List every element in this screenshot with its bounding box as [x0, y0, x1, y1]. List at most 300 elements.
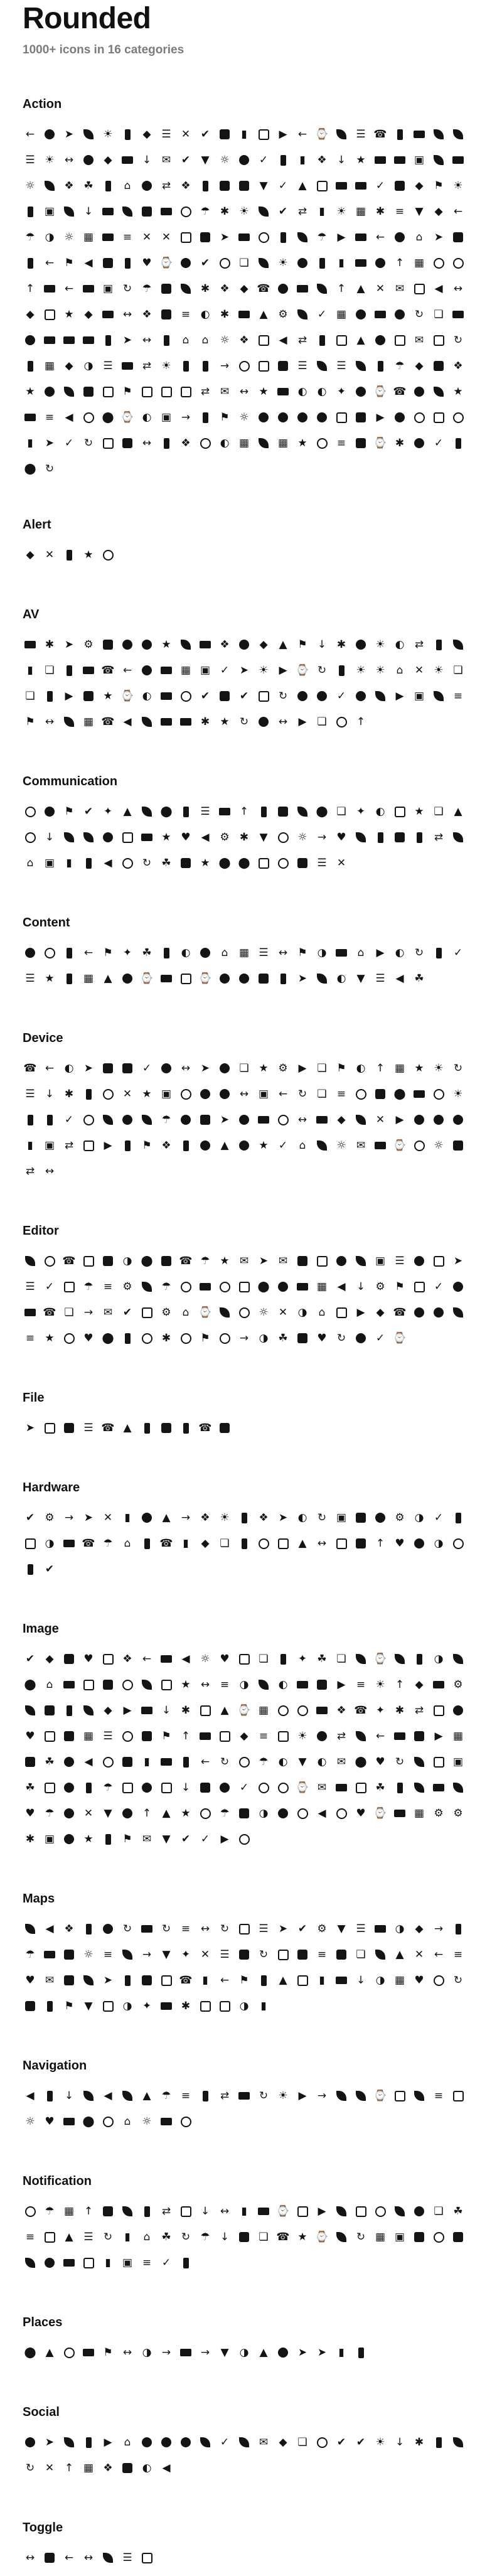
device-icon-9[interactable]: ↔	[181, 1062, 191, 1075]
action-icon-78[interactable]	[178, 204, 193, 219]
image-icon-117[interactable]	[42, 1780, 57, 1795]
device-icon-15[interactable]: ▶	[298, 1062, 307, 1075]
action-icon-249[interactable]: ⌚	[373, 385, 387, 398]
av-icon-61[interactable]	[295, 689, 310, 704]
action-icon-34[interactable]: ☼	[220, 154, 230, 166]
av-icon-63[interactable]: ✓	[336, 690, 346, 702]
notification-icon-12[interactable]: ▮	[241, 2205, 247, 2218]
content-icon-23[interactable]: ✓	[453, 947, 463, 959]
image-icon-122[interactable]	[139, 1780, 154, 1795]
hardware-icon-48[interactable]: ✔	[45, 1563, 55, 1575]
toggle-icon-2[interactable]	[42, 2550, 57, 2565]
communication-icon-31[interactable]: ★	[161, 831, 171, 844]
device-icon-21[interactable]: ★	[414, 1062, 424, 1075]
action-icon-253[interactable]: ★	[453, 385, 463, 398]
notification-icon-3[interactable]: ▦	[63, 2205, 75, 2218]
content-icon-19[interactable]: ▶	[376, 947, 385, 959]
av-icon-35[interactable]: ➤	[239, 664, 249, 677]
device-icon-57[interactable]: ➤	[220, 1114, 230, 1126]
action-icon-294[interactable]	[353, 436, 368, 451]
editor-icon-3[interactable]: ☎	[62, 1255, 76, 1267]
device-icon-90[interactable]	[412, 1138, 427, 1153]
notification-icon-55[interactable]	[178, 2255, 193, 2270]
notification-icon-47[interactable]	[23, 2255, 38, 2270]
editor-icon-69[interactable]	[451, 1305, 466, 1320]
image-icon-20[interactable]	[392, 1651, 407, 1666]
av-icon-85[interactable]: ❏	[317, 716, 327, 728]
content-icon-33[interactable]: ⌚	[198, 972, 212, 985]
action-icon-162[interactable]: ◆	[26, 308, 35, 321]
file-icon-3[interactable]	[61, 1420, 77, 1436]
content-icon-41[interactable]: ▼	[356, 972, 365, 985]
av-icon-54[interactable]	[159, 689, 174, 704]
image-icon-38[interactable]	[295, 1677, 310, 1692]
action-icon-139[interactable]: ↑	[25, 282, 35, 295]
notification-icon-13[interactable]	[256, 2204, 271, 2219]
action-icon-231[interactable]: ★	[25, 385, 35, 398]
device-icon-45[interactable]	[431, 1087, 446, 1102]
notification-icon-42[interactable]: ▦	[375, 2231, 386, 2243]
image-icon-171[interactable]: ✓	[200, 1833, 210, 1845]
maps-icon-2[interactable]: ◀	[45, 1923, 54, 1935]
image-icon-166[interactable]	[100, 1832, 115, 1847]
device-icon-13[interactable]: ★	[259, 1062, 269, 1075]
action-icon-88[interactable]: ✱	[375, 205, 385, 218]
image-icon-123[interactable]	[159, 1780, 174, 1795]
av-icon-14[interactable]: ▲	[279, 638, 287, 651]
image-icon-2[interactable]: ◆	[45, 1653, 54, 1665]
action-icon-301[interactable]: ↻	[45, 463, 55, 475]
notification-icon-10[interactable]: ↓	[200, 2205, 210, 2218]
content-icon-3[interactable]	[61, 945, 77, 960]
image-icon-95[interactable]	[61, 1754, 77, 1769]
editor-icon-82[interactable]: ◑	[259, 1332, 269, 1344]
social-icon-20[interactable]: ↓	[395, 2436, 405, 2449]
editor-icon-46[interactable]	[451, 1279, 466, 1294]
social-icon-26[interactable]: ↑	[64, 2462, 74, 2474]
communication-icon-52[interactable]	[120, 856, 135, 871]
maps-icon-77[interactable]	[159, 1999, 174, 2014]
image-icon-87[interactable]	[353, 1729, 368, 1744]
image-icon-127[interactable]: ✓	[239, 1781, 249, 1794]
av-icon-45[interactable]: ☀	[434, 664, 444, 677]
editor-icon-5[interactable]	[100, 1253, 115, 1269]
action-icon-190[interactable]: ➤	[122, 334, 132, 346]
action-icon-159[interactable]	[412, 281, 427, 296]
image-icon-48[interactable]	[42, 1703, 57, 1718]
notification-icon-22[interactable]: ❏	[434, 2205, 444, 2218]
action-icon-225[interactable]	[353, 358, 368, 373]
navigation-icon-10[interactable]	[198, 2088, 213, 2103]
communication-icon-27[interactable]	[81, 830, 96, 845]
navigation-icon-16[interactable]: →	[317, 2090, 327, 2102]
image-icon-103[interactable]: ↻	[220, 1756, 230, 1768]
maps-icon-23[interactable]	[451, 1921, 466, 1936]
action-icon-52[interactable]: ⌂	[124, 180, 131, 192]
maps-icon-40[interactable]	[334, 1947, 349, 1962]
device-icon-81[interactable]	[237, 1138, 252, 1153]
maps-icon-29[interactable]	[120, 1947, 135, 1962]
device-icon-47[interactable]	[23, 1112, 38, 1127]
image-icon-33[interactable]: ↔	[200, 1678, 210, 1691]
communication-icon-5[interactable]: ✦	[103, 805, 113, 818]
editor-icon-62[interactable]: ⌂	[318, 1306, 326, 1319]
notification-icon-26[interactable]: ▲	[65, 2231, 73, 2243]
action-icon-144[interactable]: ↻	[122, 282, 132, 295]
social-icon-3[interactable]	[61, 2435, 77, 2450]
image-icon-32[interactable]: ★	[181, 1678, 191, 1691]
social-icon-2[interactable]: ➤	[45, 2436, 55, 2449]
editor-icon-74[interactable]: ⬤	[102, 1332, 114, 1344]
action-icon-287[interactable]: ◐	[220, 437, 230, 449]
navigation-icon-15[interactable]: ▶	[298, 2090, 307, 2102]
maps-icon-28[interactable]: ≡	[103, 1948, 113, 1961]
editor-icon-20[interactable]: ☰	[395, 1255, 405, 1267]
image-icon-8[interactable]	[159, 1651, 174, 1666]
action-icon-251[interactable]	[412, 384, 427, 399]
image-icon-148[interactable]	[198, 1806, 213, 1821]
action-icon-166[interactable]	[100, 307, 115, 322]
device-icon-82[interactable]: ★	[259, 1139, 269, 1152]
maps-icon-41[interactable]: ❏	[356, 1948, 366, 1961]
av-icon-46[interactable]: ❏	[453, 664, 463, 677]
hardware-icon-30[interactable]	[139, 1536, 154, 1551]
av-icon-22[interactable]	[431, 637, 446, 652]
social-icon-15[interactable]: ❏	[297, 2436, 307, 2449]
content-icon-26[interactable]	[61, 971, 77, 986]
action-icon-110[interactable]	[353, 230, 368, 245]
av-icon-76[interactable]	[139, 714, 154, 729]
action-icon-81[interactable]: ☀	[239, 205, 249, 218]
action-icon-87[interactable]: ▦	[355, 205, 366, 218]
action-icon-99[interactable]: ✕	[142, 231, 152, 244]
editor-icon-43[interactable]: ⚑	[395, 1280, 405, 1293]
hardware-icon-47[interactable]	[23, 1562, 38, 1577]
editor-icon-49[interactable]: ❏	[64, 1306, 74, 1319]
maps-icon-68[interactable]	[431, 1973, 446, 1988]
places-icon-15[interactable]: ➤	[297, 2346, 307, 2359]
action-icon-283[interactable]: ↔	[142, 437, 152, 449]
action-icon-50[interactable]: ☘	[83, 180, 93, 192]
action-icon-238[interactable]	[159, 384, 174, 399]
av-icon-68[interactable]	[431, 689, 446, 704]
image-icon-23[interactable]	[451, 1651, 466, 1666]
action-icon-180[interactable]	[373, 307, 388, 322]
places-icon-9[interactable]	[178, 2345, 193, 2360]
communication-icon-57[interactable]: ⬤	[218, 857, 231, 869]
communication-icon-2[interactable]	[42, 804, 57, 819]
hardware-icon-27[interactable]: ☎	[82, 1537, 95, 1550]
editor-icon-45[interactable]: ✓	[434, 1280, 444, 1293]
device-icon-40[interactable]: ≡	[336, 1088, 346, 1100]
content-icon-37[interactable]	[275, 971, 291, 986]
image-icon-104[interactable]	[237, 1754, 252, 1769]
notification-icon-33[interactable]: ☂	[200, 2231, 210, 2243]
av-icon-58[interactable]: ✔	[239, 690, 249, 702]
action-icon-13[interactable]	[256, 127, 271, 142]
hardware-icon-17[interactable]: ▣	[336, 1511, 347, 1524]
image-icon-162[interactable]: ✱	[25, 1833, 35, 1845]
av-icon-31[interactable]	[159, 663, 174, 678]
device-icon-19[interactable]: ↑	[375, 1062, 385, 1075]
action-icon-126[interactable]	[217, 255, 232, 271]
device-icon-62[interactable]	[314, 1112, 329, 1127]
action-icon-299[interactable]	[451, 436, 466, 451]
communication-icon-10[interactable]: ☰	[200, 805, 210, 818]
editor-icon-73[interactable]: ♥	[83, 1332, 93, 1344]
editor-icon-85[interactable]: ♥	[317, 1332, 327, 1344]
editor-icon-31[interactable]: ☂	[161, 1280, 171, 1293]
editor-icon-18[interactable]	[353, 1253, 368, 1269]
editor-icon-21[interactable]	[412, 1253, 427, 1269]
content-icon-32[interactable]	[178, 971, 193, 986]
places-icon-18[interactable]	[353, 2345, 368, 2360]
maps-icon-82[interactable]: ▮	[260, 2000, 267, 2012]
action-icon-171[interactable]: ◐	[200, 308, 210, 321]
navigation-icon-5[interactable]: ◀	[104, 2090, 112, 2102]
action-icon-22[interactable]	[431, 127, 446, 142]
device-icon-23[interactable]: ↻	[453, 1062, 463, 1075]
action-icon-208[interactable]	[23, 358, 38, 373]
editor-icon-88[interactable]: ✓	[375, 1332, 385, 1344]
social-icon-9[interactable]	[178, 2435, 193, 2450]
action-icon-261[interactable]: ▣	[161, 411, 172, 424]
action-icon-260[interactable]: ◐	[142, 411, 152, 424]
maps-icon-6[interactable]: ↻	[122, 1923, 132, 1935]
content-icon-38[interactable]: ➤	[297, 972, 307, 985]
image-icon-132[interactable]	[334, 1780, 349, 1795]
image-icon-149[interactable]: ☂	[220, 1807, 230, 1820]
av-icon-3[interactable]: ➤	[64, 638, 74, 651]
maps-icon-35[interactable]	[237, 1947, 252, 1962]
action-icon-205[interactable]: ✉	[414, 334, 424, 346]
notification-icon-52[interactable]: ▣	[122, 2257, 133, 2269]
action-icon-163[interactable]	[42, 307, 57, 322]
action-icon-112[interactable]	[392, 230, 407, 245]
action-icon-104[interactable]	[237, 230, 252, 245]
action-icon-36[interactable]: ✓	[259, 154, 269, 166]
notification-icon-49[interactable]	[61, 2255, 77, 2270]
image-icon-61[interactable]	[295, 1703, 310, 1718]
content-icon-14[interactable]: ↔	[278, 947, 288, 959]
action-icon-257[interactable]	[81, 410, 96, 425]
maps-icon-33[interactable]: ✕	[200, 1948, 210, 1961]
editor-icon-17[interactable]	[334, 1253, 349, 1269]
device-icon-92[interactable]	[451, 1138, 466, 1153]
action-icon-103[interactable]: ➤	[220, 231, 230, 244]
editor-icon-48[interactable]: ☎	[43, 1306, 56, 1319]
hardware-icon-19[interactable]	[373, 1510, 388, 1525]
action-icon-140[interactable]	[42, 281, 57, 296]
action-icon-75[interactable]	[120, 204, 135, 219]
action-icon-124[interactable]	[178, 255, 193, 271]
action-icon-167[interactable]: ↔	[122, 308, 132, 321]
social-icon-24[interactable]: ↻	[25, 2462, 35, 2474]
action-icon-25[interactable]: ☀	[45, 154, 55, 166]
communication-icon-15[interactable]	[295, 804, 310, 819]
av-icon-27[interactable]	[81, 663, 96, 678]
hardware-icon-20[interactable]: ⚙	[395, 1511, 405, 1524]
places-icon-3[interactable]	[61, 2345, 77, 2360]
communication-icon-26[interactable]	[61, 830, 77, 845]
action-icon-230[interactable]: ❖	[453, 360, 463, 372]
content-icon-11[interactable]: ⌂	[221, 947, 228, 959]
communication-icon-24[interactable]	[23, 830, 38, 845]
action-icon-235[interactable]	[100, 384, 115, 399]
action-icon-198[interactable]: ◀	[279, 334, 287, 346]
content-icon-13[interactable]: ☰	[259, 947, 269, 959]
editor-icon-86[interactable]: ↻	[336, 1332, 346, 1344]
image-icon-167[interactable]: ⚑	[122, 1833, 132, 1845]
av-icon-37[interactable]: ▶	[279, 664, 287, 677]
hardware-icon-34[interactable]: ❏	[220, 1537, 230, 1550]
action-icon-209[interactable]: ▦	[44, 360, 55, 372]
image-icon-56[interactable]	[198, 1703, 213, 1718]
action-icon-101[interactable]	[178, 230, 193, 245]
action-icon-56[interactable]	[198, 178, 213, 193]
hardware-icon-16[interactable]: ↻	[317, 1511, 327, 1524]
hardware-icon-18[interactable]	[353, 1510, 368, 1525]
editor-icon-19[interactable]: ▣	[375, 1255, 386, 1267]
image-icon-169[interactable]: ▼	[162, 1833, 171, 1845]
navigation-icon-29[interactable]: ⌂	[124, 2115, 131, 2128]
content-icon-25[interactable]: ★	[45, 972, 55, 985]
notification-icon-39[interactable]: ⌚	[315, 2231, 329, 2243]
social-icon-31[interactable]: ◀	[162, 2462, 171, 2474]
action-icon-134[interactable]	[373, 255, 388, 271]
image-icon-121[interactable]	[120, 1780, 135, 1795]
action-icon-92[interactable]: ←	[453, 205, 463, 218]
av-icon-71[interactable]: ↔	[45, 716, 55, 728]
editor-icon-65[interactable]: ◆	[376, 1306, 385, 1319]
av-icon-28[interactable]: ☎	[101, 664, 115, 677]
action-icon-252[interactable]	[431, 384, 446, 399]
editor-icon-7[interactable]: ⬤	[141, 1255, 153, 1267]
action-icon-26[interactable]: ↔	[64, 154, 74, 166]
action-icon-185[interactable]	[23, 333, 38, 348]
navigation-icon-18[interactable]	[353, 2088, 368, 2103]
action-icon-196[interactable]: ❖	[239, 334, 249, 346]
image-icon-115[interactable]: ▣	[452, 1756, 464, 1768]
hardware-icon-22[interactable]: ✓	[434, 1511, 444, 1524]
device-icon-60[interactable]	[275, 1112, 291, 1127]
image-icon-126[interactable]	[217, 1780, 232, 1795]
action-icon-127[interactable]: ❏	[239, 257, 249, 269]
action-icon-256[interactable]: ◀	[65, 411, 73, 424]
action-icon-32[interactable]: ✔	[181, 154, 191, 166]
image-icon-16[interactable]: ☘	[317, 1653, 327, 1665]
navigation-icon-25[interactable]: ♥	[45, 2115, 55, 2128]
action-icon-70[interactable]	[23, 204, 38, 219]
action-icon-6[interactable]	[120, 127, 135, 142]
av-icon-77[interactable]	[159, 714, 174, 729]
action-icon-263[interactable]	[198, 410, 213, 425]
places-icon-1[interactable]: ⬤	[24, 2346, 36, 2359]
image-icon-39[interactable]	[314, 1677, 329, 1692]
device-icon-76[interactable]: ⚑	[142, 1139, 152, 1152]
action-icon-187[interactable]	[61, 333, 77, 348]
content-icon-34[interactable]	[217, 971, 232, 986]
maps-icon-13[interactable]: ☰	[259, 1923, 269, 1935]
notification-icon-27[interactable]: ☰	[83, 2231, 93, 2243]
image-icon-13[interactable]: ❏	[259, 1653, 269, 1665]
image-icon-88[interactable]: ←	[375, 1730, 385, 1742]
communication-icon-53[interactable]: ↻	[142, 857, 152, 869]
navigation-icon-28[interactable]	[100, 2114, 115, 2129]
hardware-icon-33[interactable]: ◆	[201, 1537, 210, 1550]
hardware-icon-2[interactable]: ⚙	[45, 1511, 55, 1524]
action-icon-55[interactable]: ❖	[181, 180, 191, 192]
image-icon-22[interactable]: ◑	[434, 1653, 444, 1665]
image-icon-72[interactable]	[61, 1729, 77, 1744]
file-icon-1[interactable]: ➤	[25, 1422, 35, 1434]
hardware-icon-32[interactable]: ▮	[183, 1537, 189, 1550]
av-icon-38[interactable]: ⌚	[296, 664, 309, 677]
action-icon-152[interactable]	[275, 281, 291, 296]
editor-icon-66[interactable]: ☎	[393, 1306, 407, 1319]
communication-icon-39[interactable]: →	[317, 831, 327, 844]
image-icon-165[interactable]: ★	[83, 1833, 93, 1845]
action-icon-218[interactable]: →	[220, 360, 230, 372]
action-icon-250[interactable]: ☎	[393, 385, 407, 398]
av-icon-70[interactable]: ⚑	[25, 716, 35, 728]
device-icon-37[interactable]: ←	[278, 1088, 288, 1100]
action-icon-244[interactable]	[275, 384, 291, 399]
action-icon-213[interactable]	[120, 358, 135, 373]
alert-icon-3[interactable]	[61, 547, 77, 562]
action-icon-276[interactable]	[451, 410, 466, 425]
image-icon-142[interactable]: ✕	[83, 1807, 93, 1820]
image-icon-99[interactable]: ▮	[144, 1756, 150, 1768]
action-icon-131[interactable]	[314, 255, 329, 271]
action-icon-192[interactable]	[159, 333, 174, 348]
action-icon-71[interactable]: ▣	[44, 205, 55, 218]
notification-icon-46[interactable]	[451, 2230, 466, 2245]
image-icon-164[interactable]	[61, 1832, 77, 1847]
communication-icon-14[interactable]	[275, 804, 291, 819]
device-icon-75[interactable]	[120, 1138, 135, 1153]
action-icon-64[interactable]	[353, 178, 368, 193]
action-icon-223[interactable]	[314, 358, 329, 373]
action-icon-37[interactable]	[275, 153, 291, 168]
av-icon-29[interactable]: ←	[122, 664, 132, 677]
av-icon-12[interactable]	[237, 637, 252, 652]
communication-icon-36[interactable]: ▼	[259, 831, 268, 844]
communication-icon-62[interactable]: ☰	[317, 857, 327, 869]
action-icon-219[interactable]	[237, 358, 252, 373]
action-icon-24[interactable]: ☰	[25, 154, 35, 166]
hardware-icon-42[interactable]: ↑	[375, 1537, 385, 1550]
content-icon-39[interactable]	[314, 971, 329, 986]
action-icon-226[interactable]	[373, 358, 388, 373]
action-icon-119[interactable]: ◀	[84, 257, 93, 269]
action-icon-58[interactable]	[237, 178, 252, 193]
device-icon-70[interactable]: ▮	[27, 1139, 33, 1152]
notification-icon-41[interactable]: ↻	[356, 2231, 366, 2243]
hardware-icon-28[interactable]: ☂	[103, 1537, 113, 1550]
action-icon-184[interactable]	[451, 307, 466, 322]
action-icon-132[interactable]: ▮	[338, 257, 344, 269]
action-icon-137[interactable]	[431, 255, 446, 271]
notification-icon-21[interactable]	[412, 2204, 427, 2219]
maps-icon-62[interactable]: ▮	[319, 1974, 325, 1987]
hardware-icon-25[interactable]: ◑	[45, 1537, 55, 1550]
maps-icon-21[interactable]: ◆	[415, 1923, 424, 1935]
action-icon-147[interactable]	[178, 281, 193, 296]
maps-icon-20[interactable]: ◑	[395, 1923, 405, 1935]
av-icon-62[interactable]	[314, 689, 329, 704]
content-icon-4[interactable]: ←	[83, 947, 93, 959]
